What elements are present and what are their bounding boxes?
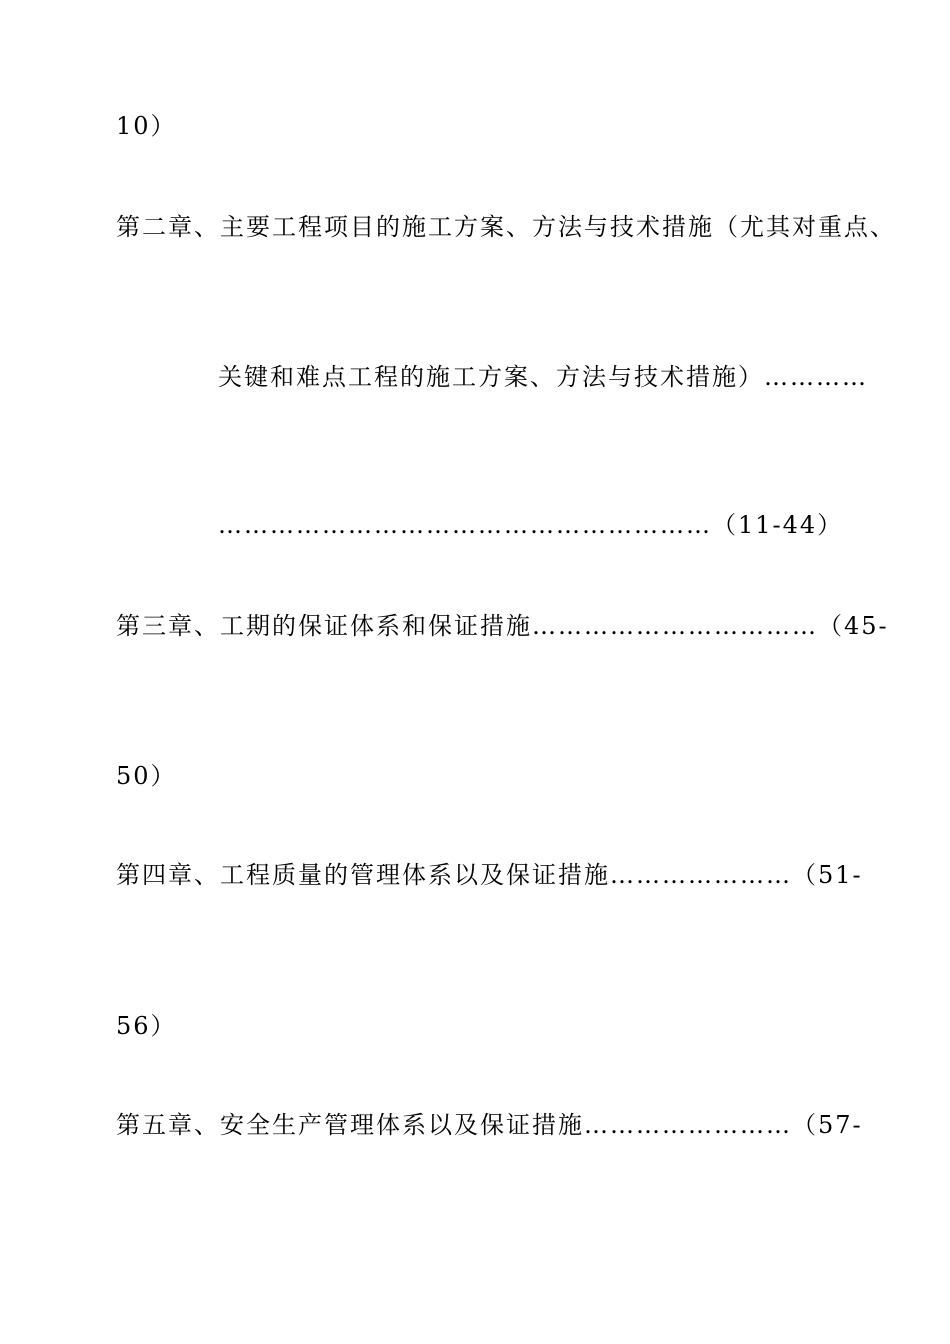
toc-line-chapter4-title: 第四章、工程质量的管理体系以及保证措施…………………（51- bbox=[116, 861, 863, 889]
toc-line-chapter2-title-cont: 关键和难点工程的施工方案、方法与技术措施）………… bbox=[218, 363, 868, 391]
toc-line-chapter2-pages: …………………………………………………（11-44） bbox=[218, 511, 844, 539]
toc-line-chapter3-page-end: 50） bbox=[116, 762, 177, 790]
toc-line-chapter2-title: 第二章、主要工程项目的施工方案、方法与技术措施（尤其对重点、 bbox=[116, 213, 896, 241]
toc-line-chapter3-title: 第三章、工期的保证体系和保证措施……………………………（45- bbox=[116, 612, 889, 640]
toc-line-chapter4-page-end: 56） bbox=[116, 1012, 177, 1040]
toc-line-chapter1-page-end: 10） bbox=[116, 112, 177, 140]
toc-line-chapter5-title: 第五章、安全生产管理体系以及保证措施……………………（57- bbox=[116, 1111, 863, 1139]
